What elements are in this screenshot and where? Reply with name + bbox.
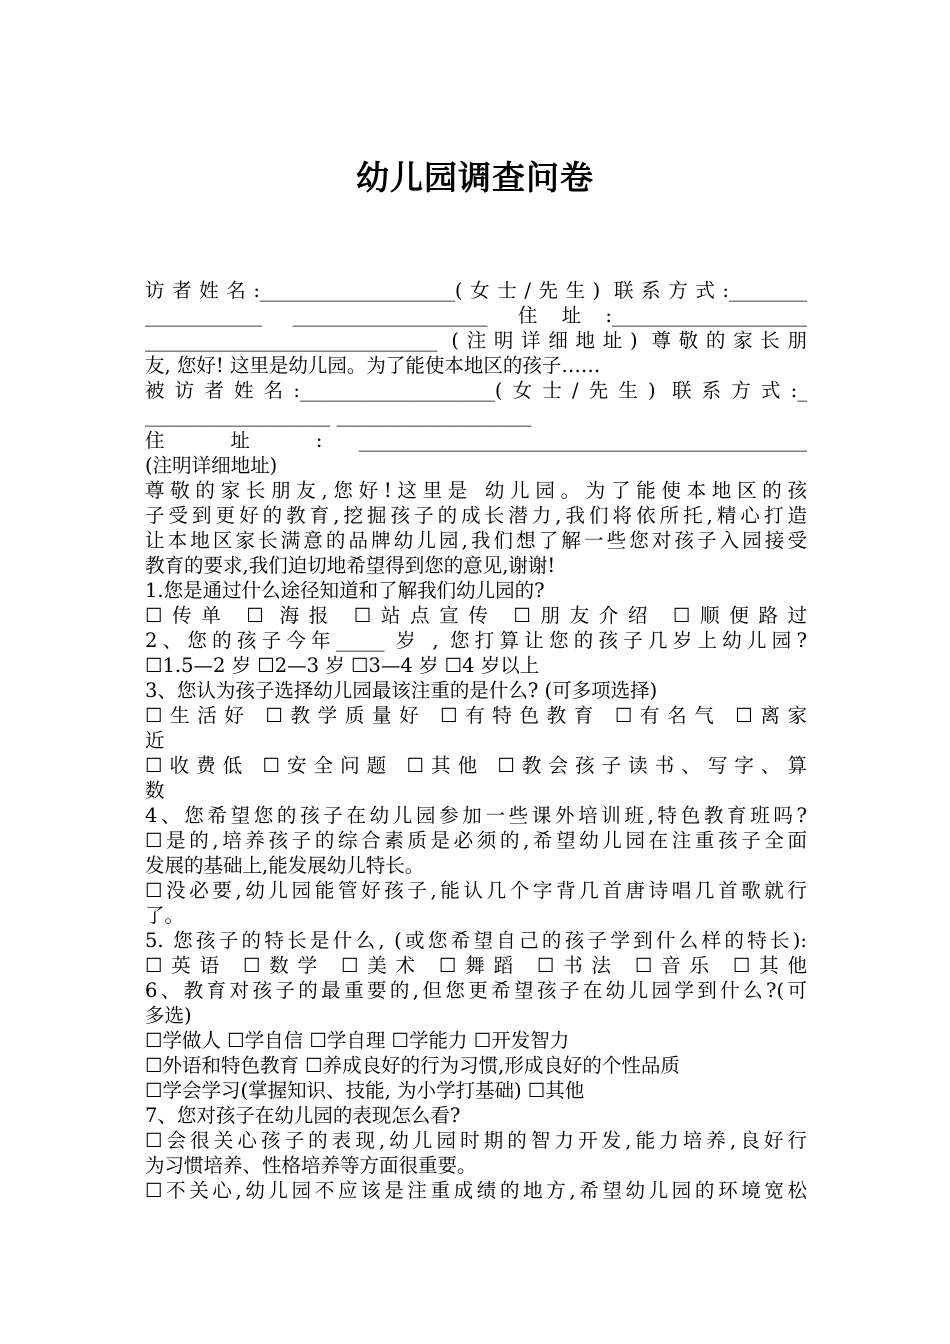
question-3-options: ☐生活好 ☐教学质量好 ☐有特色教育 ☐有名气 ☐离家	[145, 704, 807, 727]
intro-line: 子受到更好的教育,挖掘孩子的成长潜力,我们将依所托,精心打造	[145, 504, 807, 527]
question-5-options: ☐英语 ☐数学 ☐美术 ☐舞蹈 ☐书法 ☐音乐 ☐其他	[145, 954, 807, 977]
question-3-options: ☐收费低 ☐安全问题 ☐其他 ☐教会孩子读书、写字、算	[145, 754, 807, 777]
address-note: (注明详细地址)	[145, 454, 278, 477]
question-3: 3、您认为孩子选择幼儿园最该注重的是什么? (可多项选择)	[145, 679, 658, 702]
question-3-options: 近	[145, 729, 165, 752]
question-7: 7、您对孩子在幼儿园的表现怎么看?	[145, 1104, 461, 1127]
question-5: 5. 您孩子的特长是什么, (或您希望自己的孩子学到什么样的特长):	[145, 929, 807, 952]
question-1-options: ☐传单 ☐ 海报 ☐站点宣传 ☐朋友介绍 ☐顺便路过	[145, 604, 807, 627]
intro-line: 教育的要求,我们迫切地希望得到您的意见,谢谢!	[145, 554, 556, 577]
question-6: 6、教育对孩子的最重要的,但您更希望孩子在幼儿园学到什么?(可	[145, 979, 807, 1002]
question-4-option-no: 了。	[145, 904, 185, 927]
greeting-short-line: 友, 您好! 这里是幼儿园。为了能使本地区的孩子……	[145, 354, 601, 377]
page-title: 幼儿园调查问卷	[356, 158, 594, 197]
address-line: 住 址 : ______________________________________________	[145, 429, 807, 452]
question-6-options: ☐外语和特色教育 ☐养成良好的行为习惯,形成良好的个性品质	[145, 1054, 680, 1077]
question-2-options: ☐1.5—2 岁 ☐2—3 岁 ☐3—4 岁 ☐4 岁以上	[145, 654, 540, 677]
question-6-options: ☐学会学习(掌握知识、技能, 为小学打基础) ☐其他	[145, 1079, 585, 1102]
intro-line: 让本地区家长满意的品牌幼儿园,我们想了解一些您对孩子入园接受	[145, 529, 807, 552]
visitor-name-line: 访者姓名:____________________(女士/先生) 联系方式:________	[145, 279, 807, 302]
intro-line: 尊敬的家长朋友,您好!这里是 幼儿园。为了能使本地区的孩	[145, 479, 807, 502]
question-7-option-care: 为习惯培养、性格培养等方面很重要。	[145, 1154, 477, 1177]
question-6: 多选)	[145, 1004, 192, 1027]
question-2: 2、您的孩子今年_____ 岁 , 您打算让您的孩子几岁上幼儿园?	[145, 629, 807, 652]
interviewee-contact-line: ___________________ ____________________	[145, 404, 532, 427]
question-7-option-care: ☐会很关心孩子的表现,幼儿园时期的智力开发,能力培养,良好行	[145, 1129, 807, 1152]
visitor-contact-line: ____________ ____________________ 住址:____________________	[145, 304, 807, 327]
question-3-options: 数	[145, 779, 165, 802]
question-6-options: ☐学做人 ☐学自信 ☐学自理 ☐学能力 ☐开发智力	[145, 1029, 570, 1052]
question-4-option-yes: 发展的基础上,能发展幼儿特长。	[145, 854, 425, 877]
interviewee-name-line: 被访者姓名:____________________(女士/先生) 联系方式:_	[145, 379, 807, 402]
visitor-address-line: ______________________________ (注明详细地址) 尊敬的家长朋	[145, 329, 807, 352]
question-4-option-yes: ☐是的,培养孩子的综合素质是必须的,希望幼儿园在注重孩子全面	[145, 829, 807, 852]
question-4: 4、您希望您的孩子在幼儿园参加一些课外培训班,特色教育班吗?	[145, 804, 807, 827]
question-4-option-no: ☐没必要,幼儿园能管好孩子,能认几个字背几首唐诗唱几首歌就行	[145, 879, 807, 902]
question-7-option-not-care: ☐不关心,幼儿园不应该是注重成绩的地方,希望幼儿园的环境宽松	[145, 1179, 807, 1202]
question-1: 1.您是通过什么途径知道和了解我们幼儿园的?	[145, 579, 545, 602]
